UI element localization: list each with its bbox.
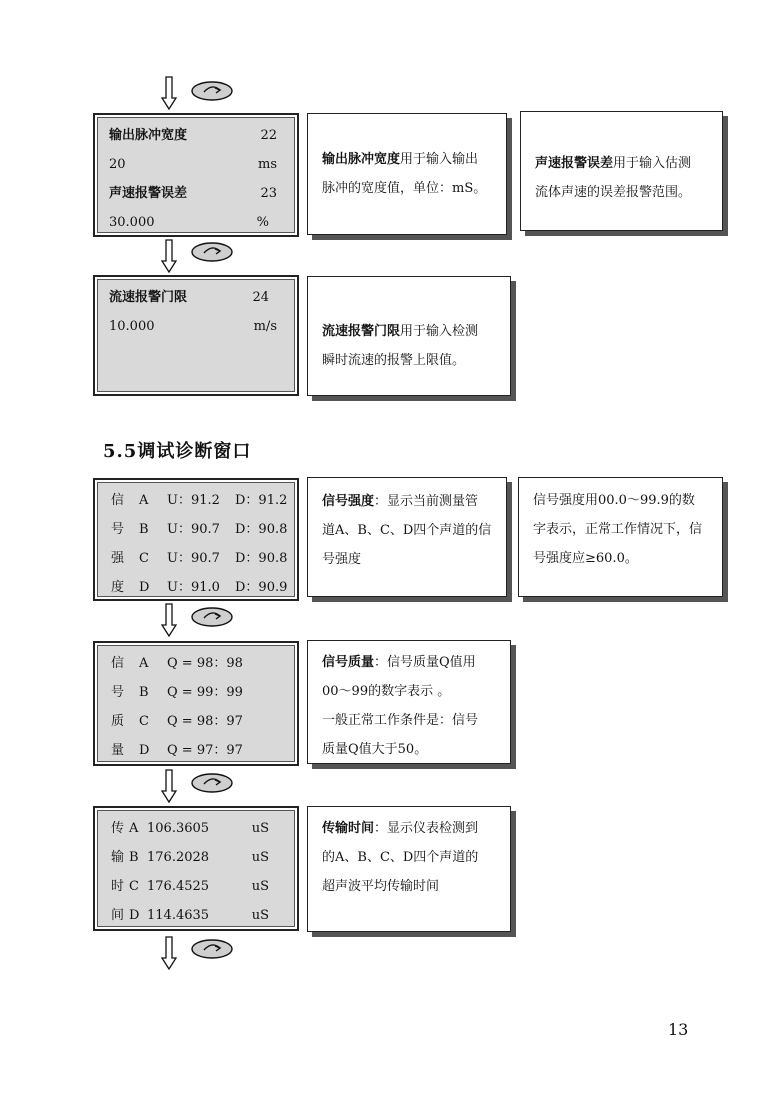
row-char: 信	[111, 656, 125, 671]
note-term: 流速报警门限	[322, 324, 401, 339]
transit-unit: uS	[251, 908, 269, 923]
row-char: 强	[111, 551, 125, 566]
pulse-width-unit: ms	[258, 157, 277, 172]
row-char: 度	[111, 580, 125, 595]
channel-label: D	[139, 743, 150, 758]
row-char: 量	[111, 743, 125, 758]
channel-label: B	[129, 850, 139, 865]
pulse-width-value: 20	[109, 157, 126, 172]
transit-unit: uS	[251, 821, 269, 836]
rotate-key-icon[interactable]	[190, 606, 234, 628]
quality-value: Q = 98：98	[167, 656, 243, 671]
transit-value: 106.3605	[147, 821, 210, 836]
note-text: ：信号质量Q值用	[374, 655, 476, 670]
flow-alarm-value: 10.000	[109, 319, 155, 334]
note-text: 用于输入输出	[400, 152, 479, 167]
row-char: 输	[111, 850, 125, 865]
transit-value: 176.4525	[147, 879, 210, 894]
sound-alarm-value: 30.000	[109, 215, 155, 230]
note-text: 号强度	[322, 552, 362, 567]
upstream-value: U：91.0	[167, 580, 220, 595]
note-term: 声速报警误差	[535, 156, 614, 171]
lcd-screen-signal-strength	[93, 478, 299, 601]
channel-label: C	[129, 879, 139, 894]
lcd-screen-transit-time	[93, 806, 299, 931]
menu-number: 24	[252, 290, 269, 305]
channel-label: C	[139, 551, 149, 566]
channel-label: C	[139, 714, 149, 729]
down-arrow-icon	[161, 769, 177, 803]
note-term: 传输时间	[322, 821, 375, 836]
note-term: 输出脉冲宽度	[322, 152, 401, 167]
downstream-value: D：90.8	[235, 551, 288, 566]
lcd-screen-pulse-width	[93, 113, 299, 237]
rotate-key-icon[interactable]	[190, 80, 234, 102]
note-flow-alarm	[307, 276, 511, 396]
page-number: 13	[668, 1020, 689, 1039]
channel-label: B	[139, 522, 149, 537]
channel-label: A	[139, 493, 149, 508]
down-arrow-icon	[161, 76, 177, 110]
note-term: 信号强度	[322, 494, 375, 509]
menu-label-flow-alarm: 流速报警门限	[109, 290, 188, 305]
lcd-screen-flow-alarm	[93, 275, 299, 396]
row-char: 信	[111, 493, 125, 508]
menu-label-pulse-width: 输出脉冲宽度	[109, 128, 188, 143]
quality-value: Q = 98：97	[167, 714, 243, 729]
channel-label: B	[139, 685, 149, 700]
row-char: 传	[111, 821, 125, 836]
note-text: 用于输入估测	[613, 156, 692, 171]
note-text: 脉冲的宽度值，单位：mS。	[322, 181, 487, 196]
quality-row	[109, 683, 283, 703]
row-char: 间	[111, 908, 125, 923]
note-text: 的A、B、C、D四个声道的	[322, 850, 479, 865]
strength-row	[109, 578, 288, 598]
channel-label: D	[139, 580, 150, 595]
note-pulse-width	[307, 113, 507, 235]
note-text: ：显示仪表检测到	[374, 821, 479, 836]
note-text: 信号强度用00.0～99.9的数	[533, 493, 695, 508]
transit-row	[109, 848, 283, 868]
row-char: 号	[111, 685, 125, 700]
strength-row	[109, 549, 288, 569]
row-char: 质	[111, 714, 125, 729]
note-text: 质量Q值大于50。	[322, 742, 428, 757]
note-term: 信号质量	[322, 655, 375, 670]
section-heading: 5.5调试诊断窗口	[103, 441, 252, 462]
note-signal-strength	[307, 477, 507, 597]
row-char: 时	[111, 879, 125, 894]
channel-label: A	[129, 821, 139, 836]
menu-number: 22	[260, 128, 277, 143]
transit-value: 114.4635	[147, 908, 210, 923]
note-text: 00～99的数字表示 。	[322, 684, 451, 699]
flow-alarm-unit: m/s	[253, 319, 277, 334]
rotate-key-icon[interactable]	[190, 938, 234, 960]
note-text: 瞬时流速的报警上限值。	[322, 353, 466, 368]
note-text: 字表示，正常工作情况下，信	[533, 522, 703, 537]
downstream-value: D：90.9	[235, 580, 288, 595]
transit-row	[109, 906, 283, 926]
note-text: 用于输入检测	[400, 324, 479, 339]
quality-value: Q = 97：97	[167, 743, 243, 758]
down-arrow-icon	[161, 936, 177, 970]
note-transit-time	[307, 806, 511, 932]
upstream-value: U：90.7	[167, 551, 220, 566]
note-strength-range	[518, 477, 723, 597]
note-text: 超声波平均传输时间	[322, 879, 440, 894]
note-text: ：显示当前测量管	[374, 494, 479, 509]
menu-number: 23	[260, 186, 277, 201]
rotate-key-icon[interactable]	[190, 772, 234, 794]
transit-row	[109, 819, 283, 839]
quality-row	[109, 712, 283, 732]
down-arrow-icon	[161, 603, 177, 637]
transit-row	[109, 877, 283, 897]
menu-label-sound-alarm: 声速报警误差	[109, 186, 188, 201]
upstream-value: U：91.2	[167, 493, 220, 508]
down-arrow-icon	[161, 239, 177, 273]
rotate-key-icon[interactable]	[190, 241, 234, 263]
quality-row	[109, 654, 283, 674]
upstream-value: U：90.7	[167, 522, 220, 537]
strength-row	[109, 520, 288, 540]
transit-unit: uS	[251, 879, 269, 894]
channel-label: D	[129, 908, 140, 923]
note-text: 流体声速的误差报警范围。	[535, 185, 692, 200]
downstream-value: D：90.8	[235, 522, 288, 537]
downstream-value: D：91.2	[235, 493, 288, 508]
note-text: 一般正常工作条件是：信号	[322, 713, 479, 728]
sound-alarm-unit: %	[256, 215, 269, 230]
note-text: 道A、B、C、D四个声道的信	[322, 523, 492, 538]
note-text: 号强度应≥60.0。	[533, 551, 638, 566]
note-sound-alarm	[520, 111, 723, 231]
quality-value: Q = 99：99	[167, 685, 243, 700]
note-signal-quality	[307, 640, 511, 764]
quality-row	[109, 741, 283, 761]
transit-value: 176.2028	[147, 850, 210, 865]
strength-row	[109, 491, 288, 511]
row-char: 号	[111, 522, 125, 537]
transit-unit: uS	[251, 850, 269, 865]
lcd-screen-signal-quality	[93, 641, 299, 766]
channel-label: A	[139, 656, 149, 671]
